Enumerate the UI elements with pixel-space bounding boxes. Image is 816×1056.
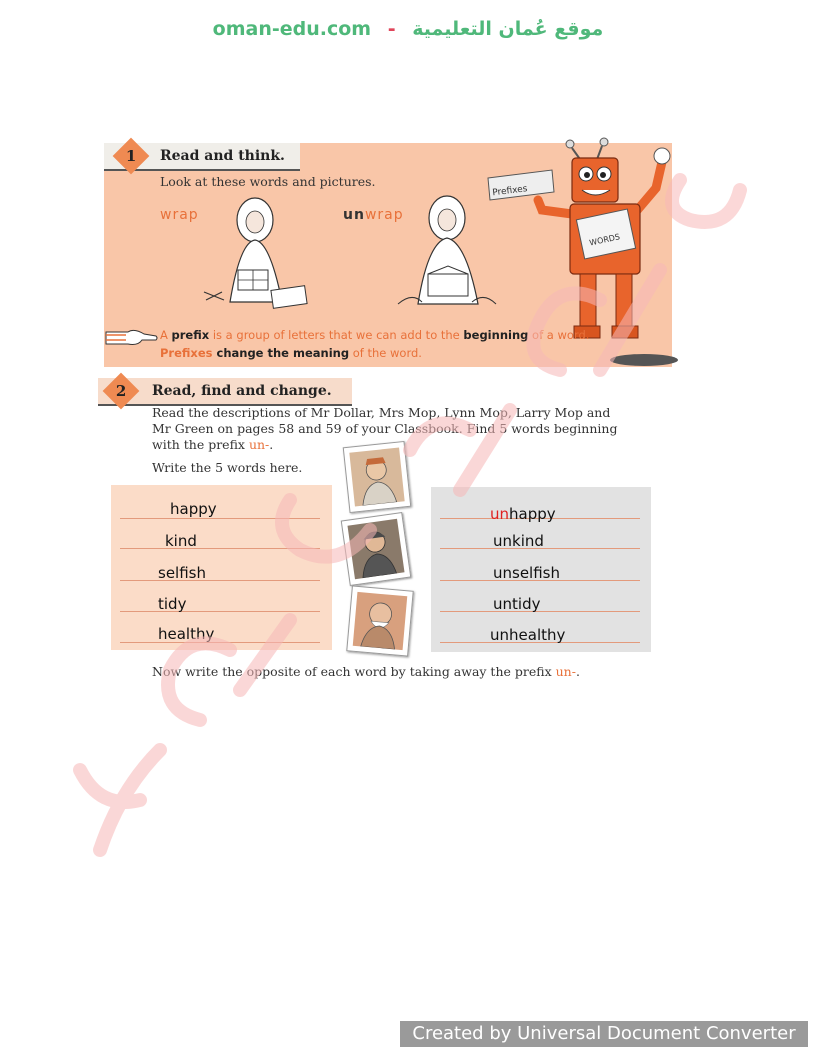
note-end: of a word. [528,328,590,342]
left-word[interactable]: selfish [158,564,206,582]
character-photo [341,512,412,586]
note-a: A [160,328,172,342]
site-arabic: موقع عُمان التعليمية [412,18,604,40]
right-word[interactable]: untidy [493,595,541,613]
right-word[interactable]: unhealthy [490,626,566,644]
right-word-root: happy [509,505,556,523]
word-wrap [160,207,199,223]
section-1-number-badge [113,138,150,175]
left-answer-panel [111,485,332,650]
left-rule [120,611,320,612]
character-photo [343,441,412,513]
girl-wrapping-illustration [200,192,310,312]
converter-footer: Created by Universal Document Converter [400,1021,808,1047]
right-word-prefix: un [490,505,510,523]
instruction-end: . [269,437,274,452]
site-header [0,18,816,40]
note-mid: is a group of letters that we can add to the [209,328,464,342]
bottom-main: Now write the opposite of each word by taking away the prefix [152,664,556,679]
write-here-instruction: Write the 5 words here. [152,460,303,475]
note-prefix: prefix [171,328,210,342]
section-2-number: 2 [115,382,127,400]
word-unwrap-root: wrap [364,207,404,223]
section-2-number-badge [103,373,140,410]
note-beginning: beginning [463,328,529,342]
left-rule [120,518,320,519]
instruction-main: Read the descriptions of Mr Dollar, Mrs Mop, Lynn Mop, Larry Mop and Mr Green on pages 58 and 59 of your Classbook. Find 5 words beginning with the prefix [152,405,618,452]
robot-sign-text: Prefixes [491,184,529,199]
right-word[interactable] [490,505,556,523]
section-1-instruction: Look at these words and pictures. [160,174,376,189]
section-2-title: Read, find and change. [152,383,332,399]
instruction-prefix: un- [248,437,270,452]
right-word[interactable]: unselfish [493,564,560,582]
bottom-instruction [152,664,580,679]
pointing-hand-icon [104,326,158,348]
bottom-end: . [575,664,580,679]
section-1-title: Read and think. [160,148,285,164]
left-word[interactable]: tidy [158,595,187,613]
section-2-title-tab [98,378,352,406]
character-photo [346,585,414,656]
right-word[interactable]: unkind [493,532,544,550]
section-1-title-tab [104,143,300,171]
prefix-definition-note [160,326,630,362]
word-unwrap-prefix: un [343,207,365,223]
left-word[interactable]: kind [165,532,197,550]
left-rule [120,642,320,643]
site-latin[interactable]: oman-edu.com [212,18,372,40]
left-rule [120,548,320,549]
bottom-prefix: un- [555,664,576,679]
robot-badge-text: WORDS [588,232,621,248]
note-prefixes: Prefixes [160,346,213,360]
left-word[interactable]: happy [170,500,217,518]
note-change: change the meaning [212,346,350,360]
left-word[interactable]: healthy [158,625,215,643]
header-dash: - [387,18,396,40]
note-tail: of the word. [349,346,422,360]
section-1-number: 1 [125,147,137,165]
left-rule [120,580,320,581]
word-wrap-text: wrap [160,207,199,223]
